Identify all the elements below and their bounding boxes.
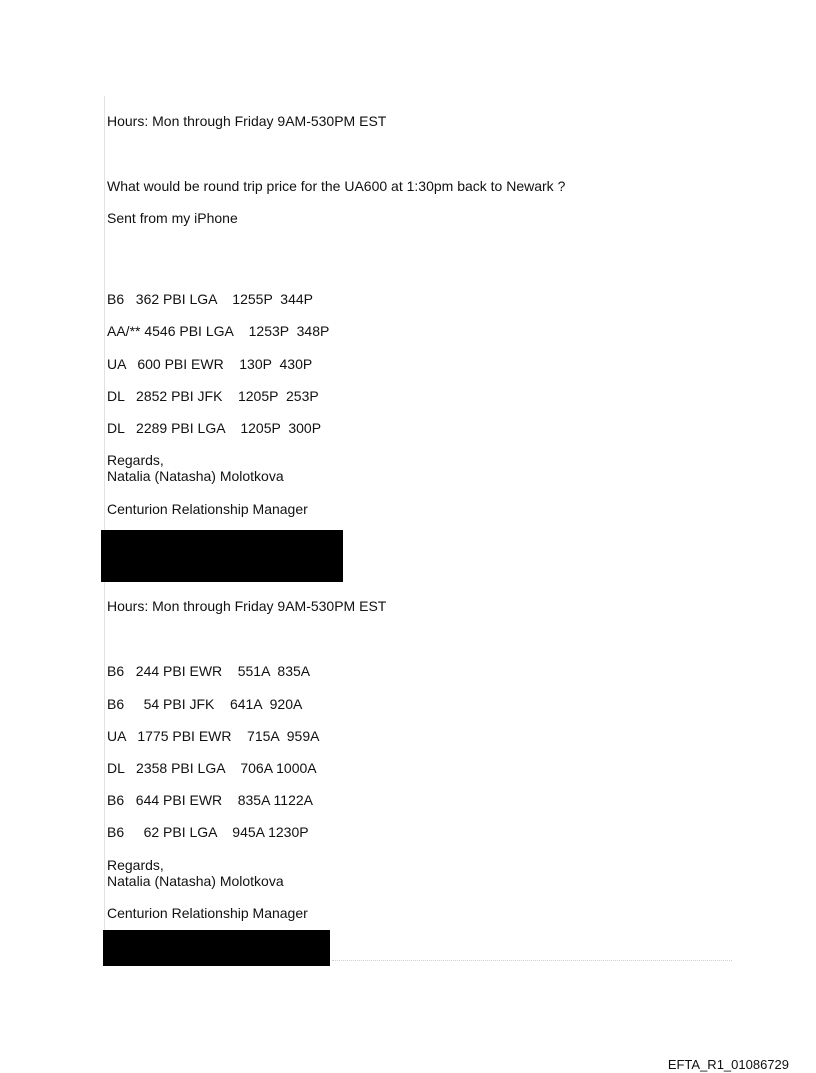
hours-text: Hours: Mon through Friday 9AM-530PM EST xyxy=(107,598,387,614)
redaction-block xyxy=(103,930,330,966)
redaction-block xyxy=(101,530,343,582)
regards-text: Regards, xyxy=(107,452,164,468)
flight-line: B6 244 PBI EWR 551A 835A xyxy=(107,663,311,679)
flight-line: DL 2852 PBI JFK 1205P 253P xyxy=(107,388,319,404)
document-id: EFTA_R1_01086729 xyxy=(667,1057,789,1072)
question-text: What would be round trip price for the UA600 at 1:30pm back to Newark ? xyxy=(107,178,566,194)
regards-text: Regards, xyxy=(107,857,164,873)
separator-line xyxy=(332,960,732,961)
flight-line: B6 362 PBI LGA 1255P 344P xyxy=(107,291,314,307)
signature-name: Natalia (Natasha) Molotkova xyxy=(107,873,284,889)
flight-line: AA/** 4546 PBI LGA 1253P 348P xyxy=(107,323,330,339)
flight-line: UA 1775 PBI EWR 715A 959A xyxy=(107,728,320,744)
flight-line: B6 54 PBI JFK 641A 920A xyxy=(107,696,303,712)
flight-line: DL 2358 PBI LGA 706A 1000A xyxy=(107,760,317,776)
flight-line: UA 600 PBI EWR 130P 430P xyxy=(107,356,313,372)
signature-title: Centurion Relationship Manager xyxy=(107,905,308,921)
flight-line: B6 62 PBI LGA 945A 1230P xyxy=(107,824,309,840)
flight-line: DL 2289 PBI LGA 1205P 300P xyxy=(107,420,322,436)
sent-from-text: Sent from my iPhone xyxy=(107,210,238,226)
signature-title: Centurion Relationship Manager xyxy=(107,501,308,517)
flight-line: B6 644 PBI EWR 835A 1122A xyxy=(107,792,313,808)
signature-name: Natalia (Natasha) Molotkova xyxy=(107,468,284,484)
hours-text: Hours: Mon through Friday 9AM-530PM EST xyxy=(107,113,387,129)
